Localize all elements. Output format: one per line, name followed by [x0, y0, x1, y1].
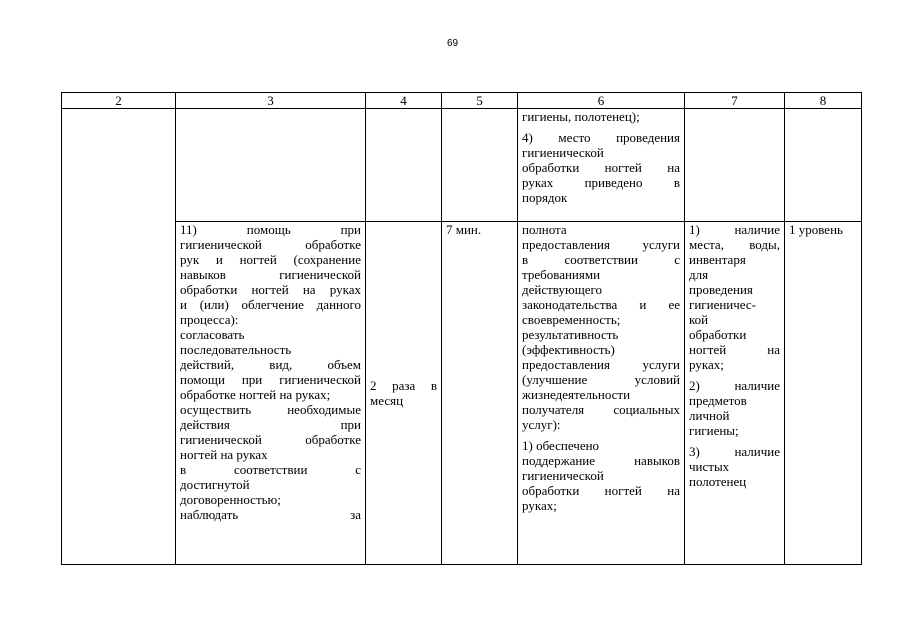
- text-line: гигиены, полотенец);: [522, 109, 640, 124]
- conditions-cell: [685, 222, 785, 565]
- header-cell: 6: [518, 93, 685, 109]
- table-row: [62, 222, 862, 565]
- text-line: договоренностью;: [180, 492, 281, 507]
- header-cell: 7: [685, 93, 785, 109]
- text-line: полотенец: [689, 474, 747, 489]
- text-line: согласовать: [180, 327, 245, 342]
- text-line: процесса):: [180, 312, 239, 327]
- header-cell: 2: [62, 93, 176, 109]
- text-line: гигиенической обработке: [180, 237, 361, 252]
- text-line: гигиенической обработке: [180, 432, 361, 447]
- text-line: жизнедеятельности: [522, 387, 631, 402]
- text-line: места, воды,: [689, 237, 780, 252]
- table-cell: [785, 109, 862, 222]
- text-line: результативность: [522, 327, 619, 342]
- text-line: 1) наличие: [689, 222, 780, 237]
- text-line: 2) наличие: [689, 378, 780, 393]
- table-row: [62, 109, 862, 222]
- text-line: 3) наличие: [689, 444, 780, 459]
- text-line: достигнутой: [180, 477, 250, 492]
- text-line: ногтей на: [689, 342, 780, 357]
- text-line: 4) место проведения: [522, 130, 680, 145]
- frequency-cell: [366, 222, 442, 565]
- header-cell: 8: [785, 93, 862, 109]
- text-line: гигиеничес-: [689, 297, 756, 312]
- duration-text: 7 мин.: [446, 222, 482, 237]
- header-cell: 5: [442, 93, 518, 109]
- text-line: и (или) облегчение данного: [180, 297, 361, 312]
- text-line: действий, вид, объем: [180, 357, 361, 372]
- text-line: руках приведено в: [522, 175, 680, 190]
- table-cell: [442, 109, 518, 222]
- text-line: ногтей на руках: [180, 447, 268, 462]
- text-line: предметов: [689, 393, 747, 408]
- text-line: для: [689, 267, 709, 282]
- level-text: 1 уровень: [789, 222, 843, 237]
- text-line: 1) обеспечено: [522, 438, 600, 453]
- text-line: месяц: [370, 393, 404, 408]
- text-line: проведения: [689, 282, 753, 297]
- text-line: руках;: [522, 498, 557, 513]
- text-line: руках;: [689, 357, 724, 372]
- table-cell: [176, 109, 366, 222]
- text-line: услуг):: [522, 417, 561, 432]
- text-line: поддержание навыков: [522, 453, 680, 468]
- text-line: своевременность;: [522, 312, 621, 327]
- text-line: помощи при гигиенической: [180, 372, 361, 387]
- text-line: (улучшение условий: [522, 372, 680, 387]
- text-line: обработки: [689, 327, 747, 342]
- table-cell: [62, 109, 176, 565]
- header-cell: 4: [366, 93, 442, 109]
- text-line: наблюдать за: [180, 507, 361, 522]
- text-line: в соответствии с: [180, 462, 361, 477]
- text-line: обработки ногтей на: [522, 160, 680, 175]
- text-line: действующего: [522, 282, 602, 297]
- text-line: 2 раза в: [370, 378, 437, 393]
- text-line: в соответствии с: [522, 252, 680, 267]
- text-line: осуществить необходимые: [180, 402, 361, 417]
- duration-cell: [442, 222, 518, 565]
- text-line: действия при: [180, 417, 361, 432]
- text-line: обработки ногтей на руках: [180, 282, 361, 297]
- quality-indicators-cell: [518, 222, 685, 565]
- text-line: последовательность: [180, 342, 292, 357]
- text-line: законодательства и ее: [522, 297, 680, 312]
- text-line: предоставления услуги: [522, 237, 680, 252]
- service-description-cell: [176, 222, 366, 565]
- services-table: [61, 92, 862, 565]
- text-line: кой: [689, 312, 709, 327]
- text-line: гигиенической: [522, 145, 604, 160]
- text-line: 11) помощь при: [180, 222, 361, 237]
- page-number: 69: [446, 38, 459, 49]
- text-line: (эффективность): [522, 342, 615, 357]
- text-line: порядок: [522, 190, 568, 205]
- table-cell: [685, 109, 785, 222]
- text-line: предоставления услуги: [522, 357, 680, 372]
- text-line: личной: [689, 408, 730, 423]
- table-cell: [366, 109, 442, 222]
- text-line: обработки ногтей на: [522, 483, 680, 498]
- text-line: чистых: [689, 459, 730, 474]
- text-line: рук и ногтей (сохранение: [180, 252, 361, 267]
- header-row: [62, 93, 862, 109]
- text-line: обработке ногтей на руках;: [180, 387, 331, 402]
- text-line: требованиями: [522, 267, 601, 282]
- level-cell: [785, 222, 862, 565]
- text-line: гигиены;: [689, 423, 739, 438]
- quality-indicators-cell: [518, 109, 685, 222]
- text-line: гигиенической: [522, 468, 604, 483]
- text-line: полнота: [522, 222, 567, 237]
- text-line: получателя социальных: [522, 402, 680, 417]
- header-cell: 3: [176, 93, 366, 109]
- text-line: инвентаря: [689, 252, 746, 267]
- text-line: навыков гигиенической: [180, 267, 361, 282]
